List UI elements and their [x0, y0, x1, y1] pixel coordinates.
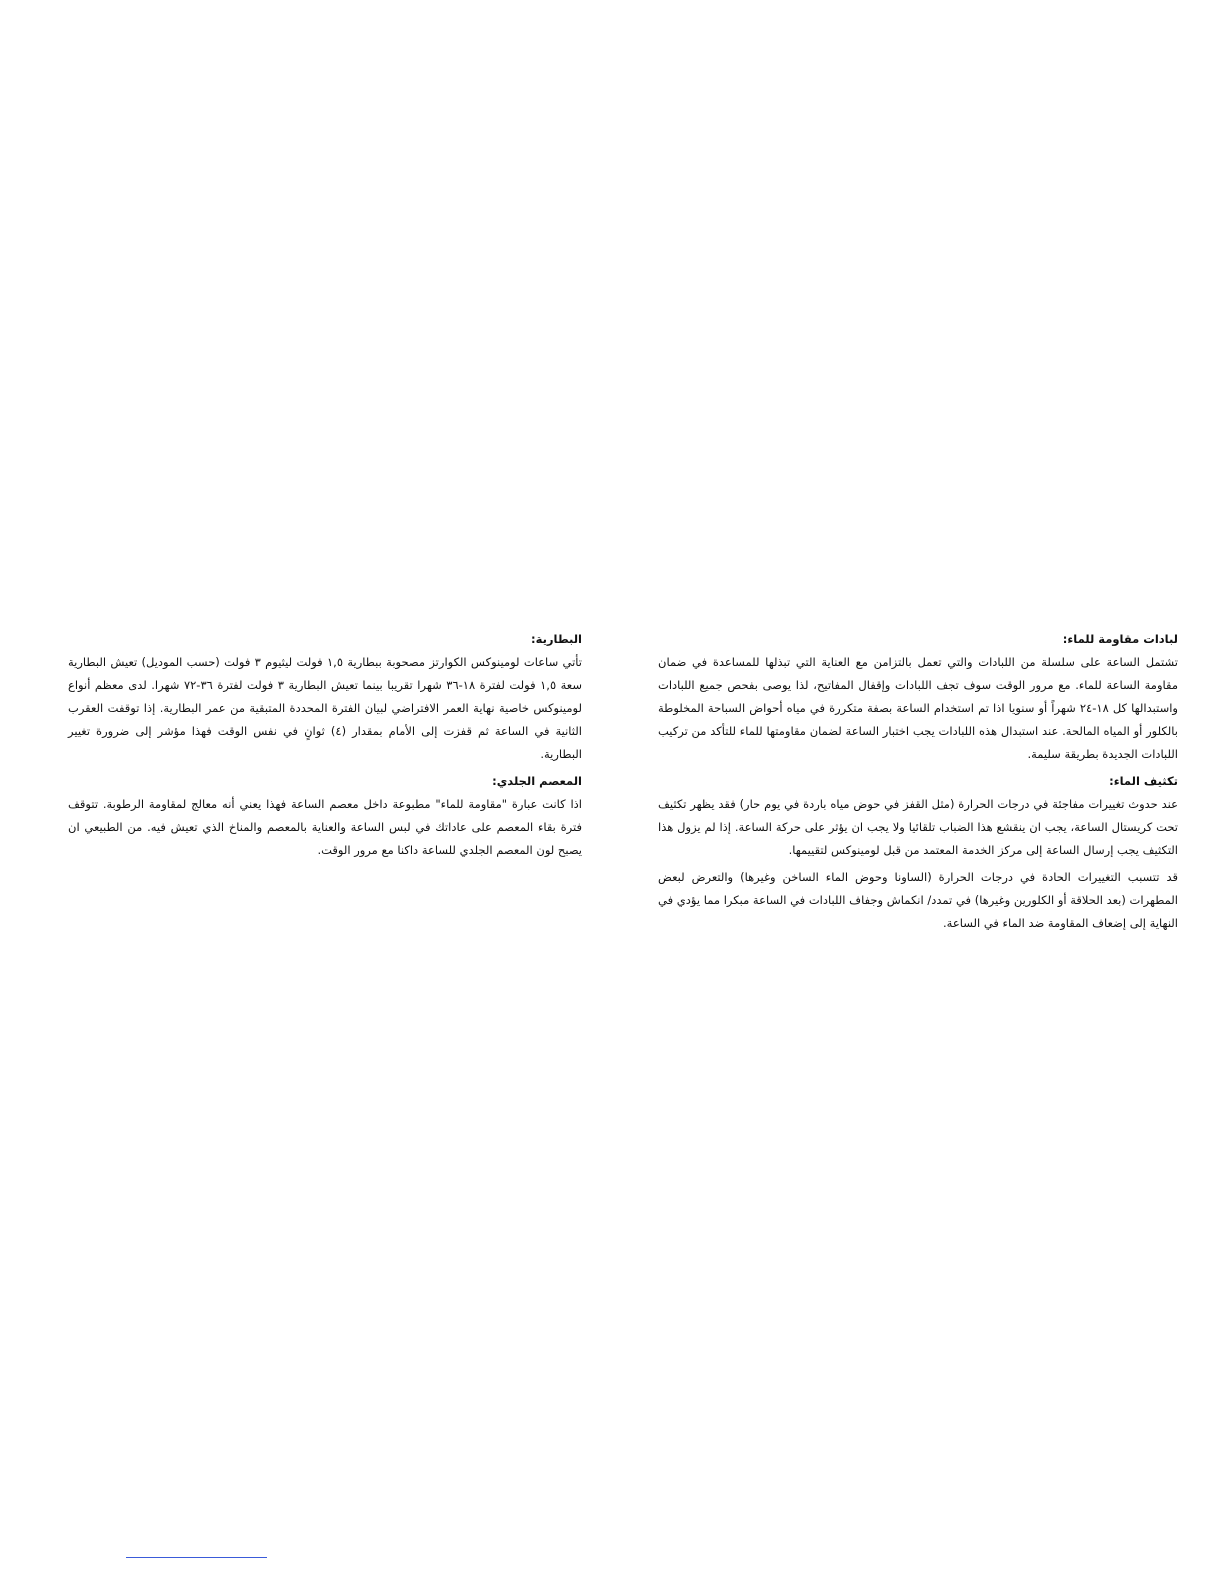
footer-rule: [126, 1557, 267, 1558]
condensation-paragraph-2: قد تتسبب التغييرات الحادة في درجات الحرارة (الساونا وحوض الماء الساخن وغيرها) والتعرض لبعض المطهرات (بعد الحلاقة أو الكلورين وغيرها) في تمدد/ انكماش وجفاف اللبادات في الساعة مبكرا مما يؤدي في النهاية إلى إضعاف المقاومة ضد الماء في الساعة.: [658, 870, 1178, 930]
left-column: [68, 628, 582, 866]
battery-paragraph: تأتي ساعات لومينوكس الكوارتز مصحوبة ببطارية ١,٥ فولت ليثيوم ٣ فولت (حسب الموديل) تعيش البطارية سعة ١,٥ فولت لفترة ١٨-٣٦ شهرا تقريبا بينما تعيش البطارية ٣ فولت لفترة ٣٦-٧٢ شهرا. لدى معظم أنواع لومينوكس خاصية نهاية العمر الافتراضي لبيان الفترة المحددة المتبقية من عمر البطارية. إذا توقفت العقرب الثانية في الساعة ثم قفزت إلى الأمام بمقدار (٤) ثوانٍ في نفس الوقت فهذا مؤشر إلى ضرورة تغيير البطارية.: [68, 655, 583, 761]
condensation-paragraph-1: عند حدوث تغييرات مفاجئة في درجات الحرارة (مثل القفز في حوض مياه باردة في يوم حار) فقد يظهر تكثيف تحت كريستال الساعة، يجب ان ينقشع هذا الضباب تلقائيا ولا يجب ان يؤثر على حركة الساعة. إذا لم يزول هذا التكثيف يجب إرسال الساعة إلى مركز الخدمة المعتمد من قبل لومينوكس لتقييمها.: [658, 797, 1178, 857]
condensation-heading: تكثيف الماء:: [1109, 774, 1178, 788]
waterproof-gaskets-heading: لبادات مقاومة للماء:: [1062, 632, 1178, 646]
waterproof-gaskets-paragraph: تشتمل الساعة على سلسلة من اللبادات والتي تعمل بالتزامن مع العناية التي تبذلها للمساعدة في ضمان مقاومة الساعة للماء. مع مرور الوقت سوف تجف اللبادات وإقفال المفاتيح، لذا يوصى بفحص جميع اللبادات واستبدالها كل ١٨-٢٤ شهراً أو سنويا اذا تم استخدام الساعة بصفة متكررة في مياه أحواض السباحة المخلوطة بالكلور أو المياه المالحة. عند استبدال هذه اللبادات يجب اختبار الساعة لضمان مقاومتها للماء للتأكد من تركيب اللبادات الجديدة بطريقة سليمة.: [658, 655, 1178, 761]
leather-strap-heading: المعصم الجلدي:: [492, 774, 582, 788]
leather-strap-paragraph: اذا كانت عبارة "مقاومة للماء" مطبوعة داخل معصم الساعة فهذا يعني أنه معالج لمقاومة الرطوبة. تتوقف فترة بقاء المعصم على عاداتك في لبس الساعة والعناية بالمعصم والمناخ الذي تعيش فيه. من الطبيعي ان يصبح لون المعصم الجلدي للساعة داكنا مع مرور الوقت.: [68, 797, 582, 857]
right-column: [658, 628, 1178, 939]
battery-heading: البطارية:: [531, 632, 582, 646]
